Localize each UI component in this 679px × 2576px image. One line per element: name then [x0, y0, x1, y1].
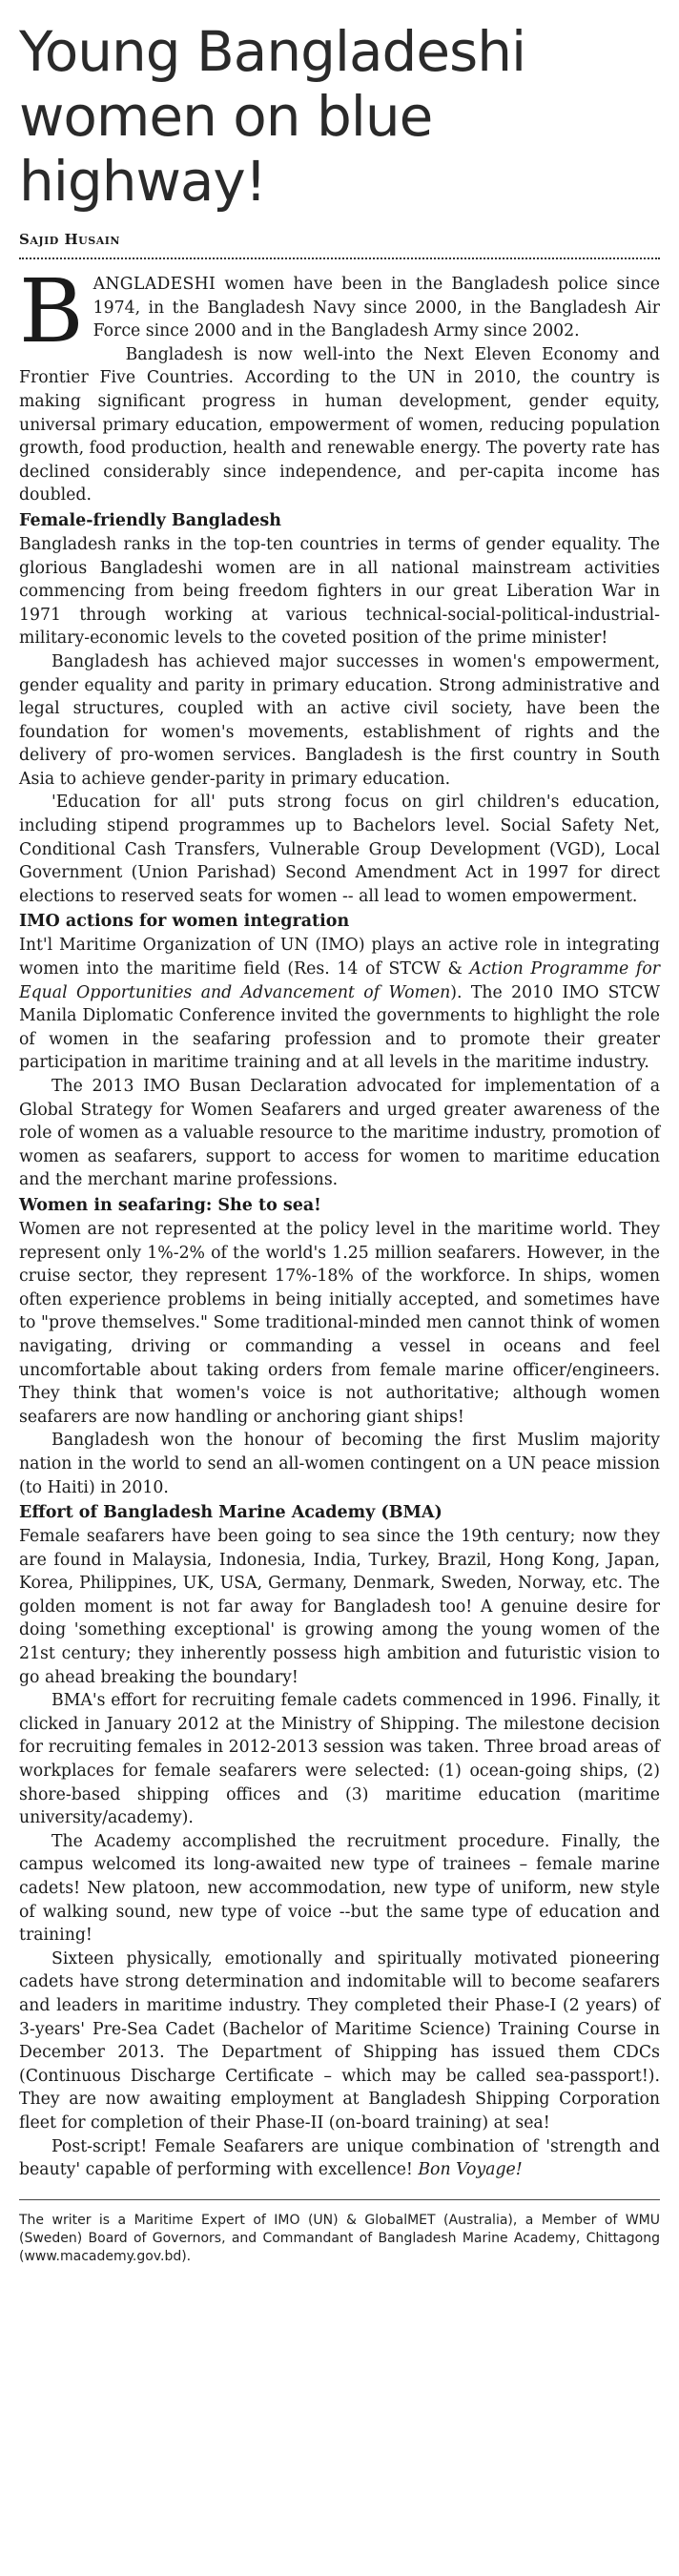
- section2-p1-italic: Action Programme for Equal Opportunities and Advancement of Women: [19, 959, 660, 1002]
- article-body: [19, 260, 660, 2182]
- section4-p5-italic: Bon Voyage!: [418, 2160, 523, 2180]
- intro-paragraph-2: Bangladesh is now well-into the Next Eleven Economy and Frontier Five Countries. According to the UN in 2010, the country is making significant progress in human development, gender equity, universal primary education, empowerment of women, reducing population growth, food production, health and renewable energy. The poverty rate has declined considerably since independence, and per-capita income has doubled.: [19, 344, 660, 505]
- author-note: The writer is a Maritime Expert of IMO (UN) & GlobalMET (Australia), a Member of WMU (Sweden) Board of Governors, and Commandant of Bangladesh Marine Academy, Chittagong (www.macademy.gov.bd).: [19, 2212, 660, 2264]
- footer-divider: [19, 2199, 660, 2200]
- drop-cap: B: [19, 260, 84, 362]
- section4-p5-text: Post-script! Female Seafarers are unique combination of 'strength and beauty' capable of performing with excellence!: [19, 2136, 660, 2180]
- lead-paragraph: [19, 260, 660, 362]
- lead-caps: ANGLADESHI: [93, 275, 216, 294]
- section4-paragraph-1: Female seafarers have been going to sea since the 19th century; now they are found in Malaysia, Indonesia, India, Turkey, Brazil, Hong Kong, Japan, Korea, Philippines, UK, USA, Germany, Denmark, Sweden, Norway, etc. The golden moment is not far away for Bangladesh too! A genuine desire for doing 'something exceptional' is growing among the young women of the 21st century; they inherently possess high ambition and futuristic vision to go ahead breaking the boundary!: [19, 1527, 660, 1687]
- section4-paragraph-3: The Academy accomplished the recruitment procedure. Finally, the campus welcomed its long-awaited new type of trainees – female marine cadets! New platoon, new accommodation, new type of uniform, new style of walking sound, new type of voice --but the same type of education and training!: [19, 1831, 660, 1946]
- section-heading-imo-actions: IMO actions for women integration: [19, 912, 350, 932]
- section4-paragraph-2: BMA's effort for recruiting female cadets commenced in 1996. Finally, it clicked in January 2012 at the Ministry of Shipping. The milestone decision for recruiting females in 2012-2013 session was taken. Three broad areas of workplaces for female seafarers were selected: (1) ocean-going ships, (2) shore-based shipping offices and (3) maritime education (maritime university/academy).: [19, 1691, 660, 1828]
- section1-paragraph-3: 'Education for all' puts strong focus on girl children's education, including stipend programmes up to Bachelors level. Social Safety Net, Conditional Cash Transfers, Vulnerable Group Development (VGD), Local Government (Union Parishad) Second Amendment Act in 1997 for direct elections to reserved seats for women -- all lead to women empowerment.: [19, 793, 660, 906]
- section-heading-bma-effort: Effort of Bangladesh Marine Academy (BMA): [19, 1503, 442, 1523]
- section2-p1-text-b: ). The 2010 IMO STCW Manila Diplomatic Conference invited the governments to highlight the role of women in the seafaring profession and to promote their greater participation in maritime training and at all levels in the maritime industry.: [19, 982, 660, 1073]
- byline: Sajid Husain: [19, 231, 120, 248]
- lead-text: women have been in the Bangladesh police since 1974, in the Bangladesh Navy since 2000, in the Bangladesh Air Force since 2000 and in the Bangladesh Army since 2002.: [93, 275, 660, 341]
- section4-paragraph-4: Sixteen physically, emotionally and spiritually motivated pioneering cadets have strong determination and indomitable will to become seafarers and leaders in maritime industry. They completed their Phase-I (2 years) of 3-years' Pre-Sea Cadet (Bachelor of Maritime Science) Training Course in December 2013. The Department of Shipping has issued them CDCs (Continuous Discharge Certificate – which may be called sea-passport!). They are now awaiting employment at Bangladesh Shipping Corporation fleet for completion of their Phase-II (on-board training) at sea!: [19, 1948, 660, 2133]
- section3-paragraph-2: Bangladesh won the honour of becoming the first Muslim majority nation in the world to send an all-women contingent on a UN peace mission (to Haiti) in 2010.: [19, 1431, 660, 1497]
- section2-paragraph-1: [19, 934, 660, 1075]
- headline: Young Bangladeshi women on blue highway!: [19, 19, 526, 214]
- section3-paragraph-1: Women are not represented at the policy level in the maritime world. They represent only 1%-2% of the world's 1.25 million seafarers. However, in the cruise sector, they represent 17%-18% of the workforce. In ships, women often experience problems in being initially accepted, and sometimes have to "prove themselves." Some traditional-minded men cannot think of women navigating, driving or commanding a vessel in oceans and feel uncomfortable about taking orders from female marine officer/engineers. They think that women's voice is not authoritative; although women seafarers are now handling or anchoring giant ships!: [19, 1219, 660, 1427]
- section-heading-female-friendly: Female-friendly Bangladesh: [19, 510, 281, 530]
- section-heading-women-in-seafaring: Women in seafaring: She to sea!: [19, 1195, 321, 1215]
- section1-paragraph-2: Bangladesh has achieved major successes in women's empowerment, gender equality and parity in primary education. Strong administrative and legal structures, coupled with an active civil society, have been the foundation for women's movements, establishment of rights and the delivery of pro-women services. Bangladesh is the first country in South Asia to achieve gender-parity in primary education.: [19, 651, 660, 789]
- section1-paragraph-1: Bangladesh ranks in the top-ten countries in terms of gender equality. The glorious Bangladeshi women are in all national mainstream activities commencing from being freedom fighters in our great Liberation War in 1971 through working at various technical-social-political-industrial-military-economic levels to the coveted position of the prime minister!: [19, 534, 660, 649]
- dotted-divider: [19, 258, 660, 259]
- section2-paragraph-2: The 2013 IMO Busan Declaration advocated for implementation of a Global Strategy for Women Seafarers and urged greater awareness of the role of women as a valuable resource to the maritime industry, promotion of women as seafarers, support to access for women to maritime education and the merchant marine professions.: [19, 1077, 660, 1190]
- section4-paragraph-5: [19, 2135, 660, 2182]
- section2-p1-text-a: Int'l Maritime Organization of UN (IMO) plays an active role in integrating women into the maritime field (Res. 14 of STCW &: [19, 936, 660, 979]
